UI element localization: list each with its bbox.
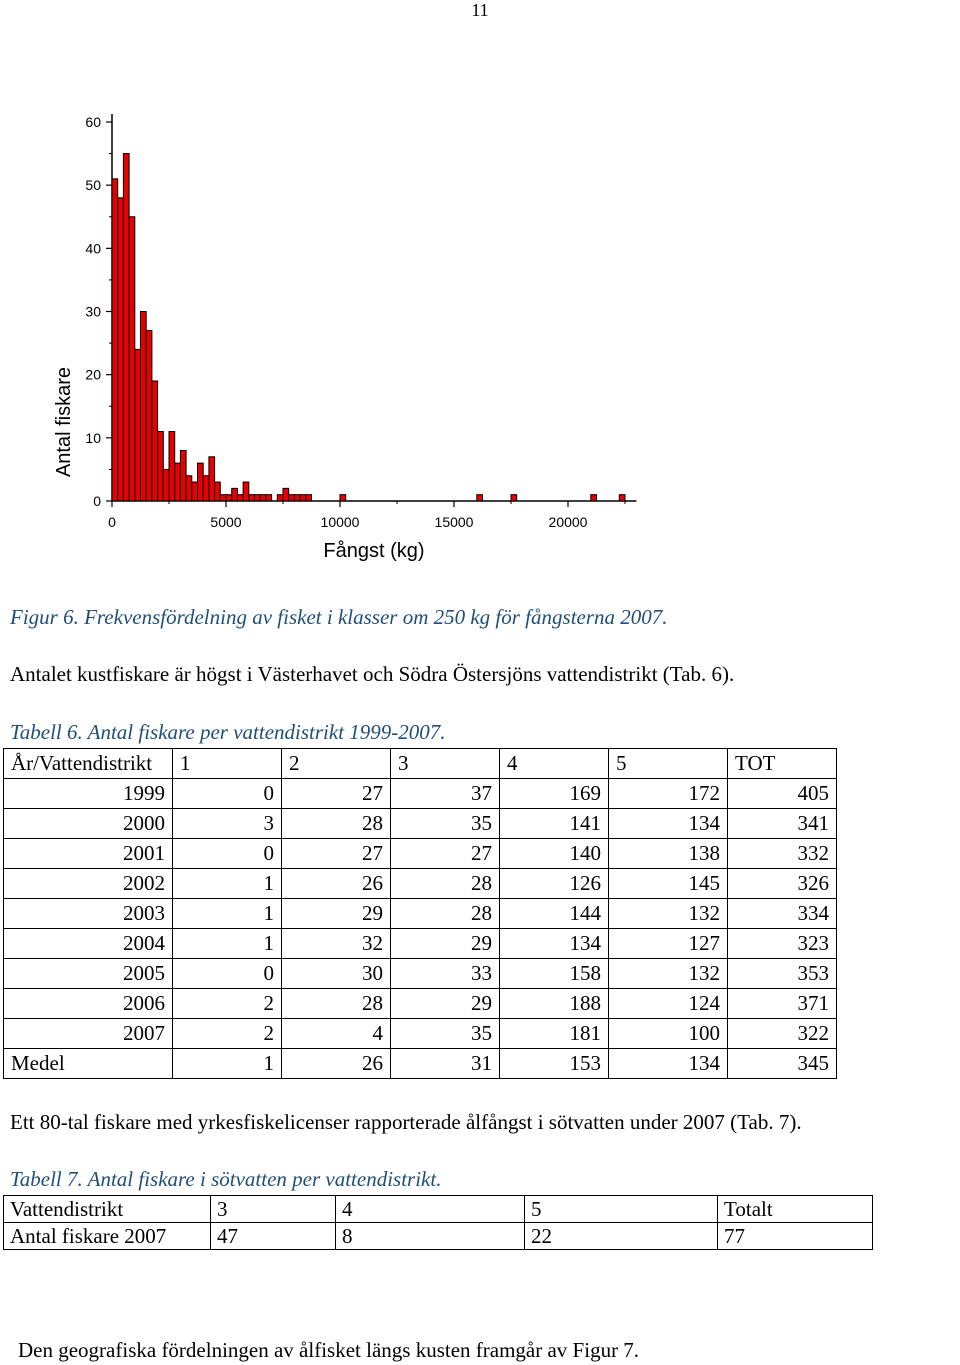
table-cell: 29 [282,899,391,929]
y-tick-label: 10 [85,429,101,446]
table-cell: 27 [391,839,500,869]
header-cell: 4 [336,1196,525,1223]
table-cell: 26 [282,869,391,899]
x-axis [108,501,636,530]
y-tick-label: 60 [85,114,101,130]
x-tick-label: 0 [108,514,116,530]
table-cell: 28 [282,989,391,1019]
table-cell: 322 [728,1019,837,1049]
table-cell: 144 [500,899,609,929]
header-cell: Totalt [718,1196,873,1223]
table-cell: 2004 [4,929,173,959]
table-row [4,869,837,899]
y-axis-label: Antal fiskare [53,366,75,478]
histogram-bar [186,476,192,501]
histogram-bar [300,495,306,501]
histogram-bar [141,312,147,502]
table-cell: 127 [609,929,728,959]
table-cell: 2000 [4,809,173,839]
table-7 [3,1195,873,1250]
table-cell: 141 [500,809,609,839]
table-cell: 32 [282,929,391,959]
header-cell: 3 [391,749,500,779]
histogram-bar [112,179,118,501]
table-cell: 100 [609,1019,728,1049]
table-cell: 405 [728,779,837,809]
table6-caption: Tabell 6. Antal fiskare per vattendistrikt 1999-2007. [10,720,446,744]
histogram-bar [237,495,243,501]
table-footer-row [4,1049,837,1079]
table-cell: 35 [391,809,500,839]
histogram-bar [511,495,517,501]
histogram-bar [619,495,625,501]
table-cell: 1999 [4,779,173,809]
y-tick-label: 50 [85,177,101,194]
table-row [4,959,837,989]
histogram-bar [294,495,300,501]
histogram-bar [203,476,209,501]
header-cell: År/Vattendistrikt [4,749,173,779]
histogram-bar [123,154,129,501]
table-cell: 353 [728,959,837,989]
table-cell: 158 [500,959,609,989]
y-tick-label: 0 [93,493,101,509]
table-cell: 332 [728,839,837,869]
table-cell: 0 [173,779,282,809]
table-cell: 8 [336,1223,525,1250]
table-cell: 4 [282,1019,391,1049]
histogram-bar [175,463,181,501]
page-number: 11 [471,0,489,20]
table-cell: 138 [609,839,728,869]
histogram-bar [340,495,346,501]
table-cell: 1 [173,1049,282,1079]
histogram-bar [266,495,272,501]
table-cell: 134 [609,809,728,839]
table-cell: 27 [282,779,391,809]
bars [112,154,625,501]
table-cell: 140 [500,839,609,869]
table-cell: 29 [391,929,500,959]
histogram-bar [243,482,249,501]
table-cell: 326 [728,869,837,899]
histogram-chart [0,100,960,570]
table-cell: 0 [173,839,282,869]
histogram-bar [198,463,204,501]
table-cell: 2006 [4,989,173,1019]
table-cell: 2 [173,989,282,1019]
table-cell: 1 [173,899,282,929]
histogram-bar [260,495,266,501]
header-cell: Vattendistrikt [4,1196,211,1223]
histogram-bar [220,495,226,501]
x-tick-label: 20000 [548,514,588,530]
histogram-bar [477,495,483,501]
header-cell: 5 [525,1196,718,1223]
table-cell: 126 [500,869,609,899]
histogram-bar [158,432,164,501]
table-cell: 124 [609,989,728,1019]
table-cell: 345 [728,1049,837,1079]
x-tick-label: 10000 [320,514,360,530]
y-tick-label: 40 [85,240,101,257]
histogram-bar [277,495,283,501]
table-cell: 33 [391,959,500,989]
table-cell: 22 [525,1223,718,1250]
table-cell: 172 [609,779,728,809]
table-cell: 28 [282,809,391,839]
table-cell: 2007 [4,1019,173,1049]
histogram-bar [226,495,232,501]
paragraph-1: Antalet kustfiskare är högst i Västerhavet och Södra Östersjöns vattendistrikt (Tab. 6). [10,662,735,686]
table-cell: 35 [391,1019,500,1049]
table-row [4,989,837,1019]
histogram-bar [209,457,215,501]
histogram-bar [146,330,152,501]
table-header-row [4,1196,873,1223]
table-cell: Antal fiskare 2007 [4,1223,211,1250]
table-cell: 2005 [4,959,173,989]
table-cell: 334 [728,899,837,929]
table-cell: 31 [391,1049,500,1079]
histogram-bar [129,217,135,501]
table-cell: 27 [282,839,391,869]
table-cell: 153 [500,1049,609,1079]
x-tick-label: 5000 [210,514,242,530]
header-cell: 3 [211,1196,336,1223]
y-axis [85,114,112,509]
table-cell: 341 [728,809,837,839]
paragraph-2: Ett 80-tal fiskare med yrkesfiskelicenser rapporterade ålfångst i sötvatten under 2007 (Tab. 7). [10,1110,802,1134]
histogram-bar [591,495,597,501]
table-cell: 181 [500,1019,609,1049]
histogram-bar [255,495,261,501]
table-cell: 134 [609,1049,728,1079]
y-tick-label: 20 [85,366,101,383]
header-cell: 5 [609,749,728,779]
table-cell: 77 [718,1223,873,1250]
table-cell: 2 [173,1019,282,1049]
table-cell: 371 [728,989,837,1019]
table-cell: 1 [173,869,282,899]
y-tick-label: 30 [85,303,101,320]
x-tick-label: 15000 [434,514,474,530]
histogram-bar [232,488,238,501]
table-cell: 132 [609,959,728,989]
table-cell: 28 [391,899,500,929]
x-axis-label: Fångst (kg) [323,540,425,562]
histogram-bar [249,495,255,501]
histogram-bar [135,349,141,501]
histogram-bar [180,450,186,501]
table-row [4,779,837,809]
table-cell: 29 [391,989,500,1019]
table-cell: 47 [211,1223,336,1250]
histogram-bar [283,488,289,501]
histogram-bar [169,432,175,501]
table7-caption: Tabell 7. Antal fiskare i sötvatten per vattendistrikt. [10,1167,442,1191]
table-cell: 323 [728,929,837,959]
table-row [4,1019,837,1049]
header-cell: 1 [173,749,282,779]
table-cell: 145 [609,869,728,899]
header-cell: 2 [282,749,391,779]
histogram-bar [289,495,295,501]
figure-caption: Figur 6. Frekvensfördelning av fisket i klasser om 250 kg för fångsterna 2007. [10,605,668,629]
table-cell: 28 [391,869,500,899]
histogram-bar [215,482,221,501]
table-cell: 37 [391,779,500,809]
table-row [4,899,837,929]
table-cell: 188 [500,989,609,1019]
table-row [4,839,837,869]
histogram-bar [306,495,312,501]
histogram-bar [152,381,158,501]
table-cell: 2003 [4,899,173,929]
histogram-bar [118,198,124,501]
table-cell: 132 [609,899,728,929]
paragraph-3: Den geografiska fördelningen av ålfisket längs kusten framgår av Figur 7. [18,1338,640,1362]
table-header-row [4,749,837,779]
histogram-bar [192,482,198,501]
table-cell: 26 [282,1049,391,1079]
header-cell: 4 [500,749,609,779]
table-cell: Medel [4,1049,173,1079]
histogram-bar [163,469,169,501]
table-6 [3,748,837,1079]
table-cell: 2001 [4,839,173,869]
table-row [4,809,837,839]
table-cell: 169 [500,779,609,809]
table-cell: 1 [173,929,282,959]
table-cell: 30 [282,959,391,989]
table-cell: 0 [173,959,282,989]
table-row [4,929,837,959]
table-cell: 134 [500,929,609,959]
table-cell: 2002 [4,869,173,899]
header-cell: TOT [728,749,837,779]
table-row [4,1223,873,1250]
table-cell: 3 [173,809,282,839]
